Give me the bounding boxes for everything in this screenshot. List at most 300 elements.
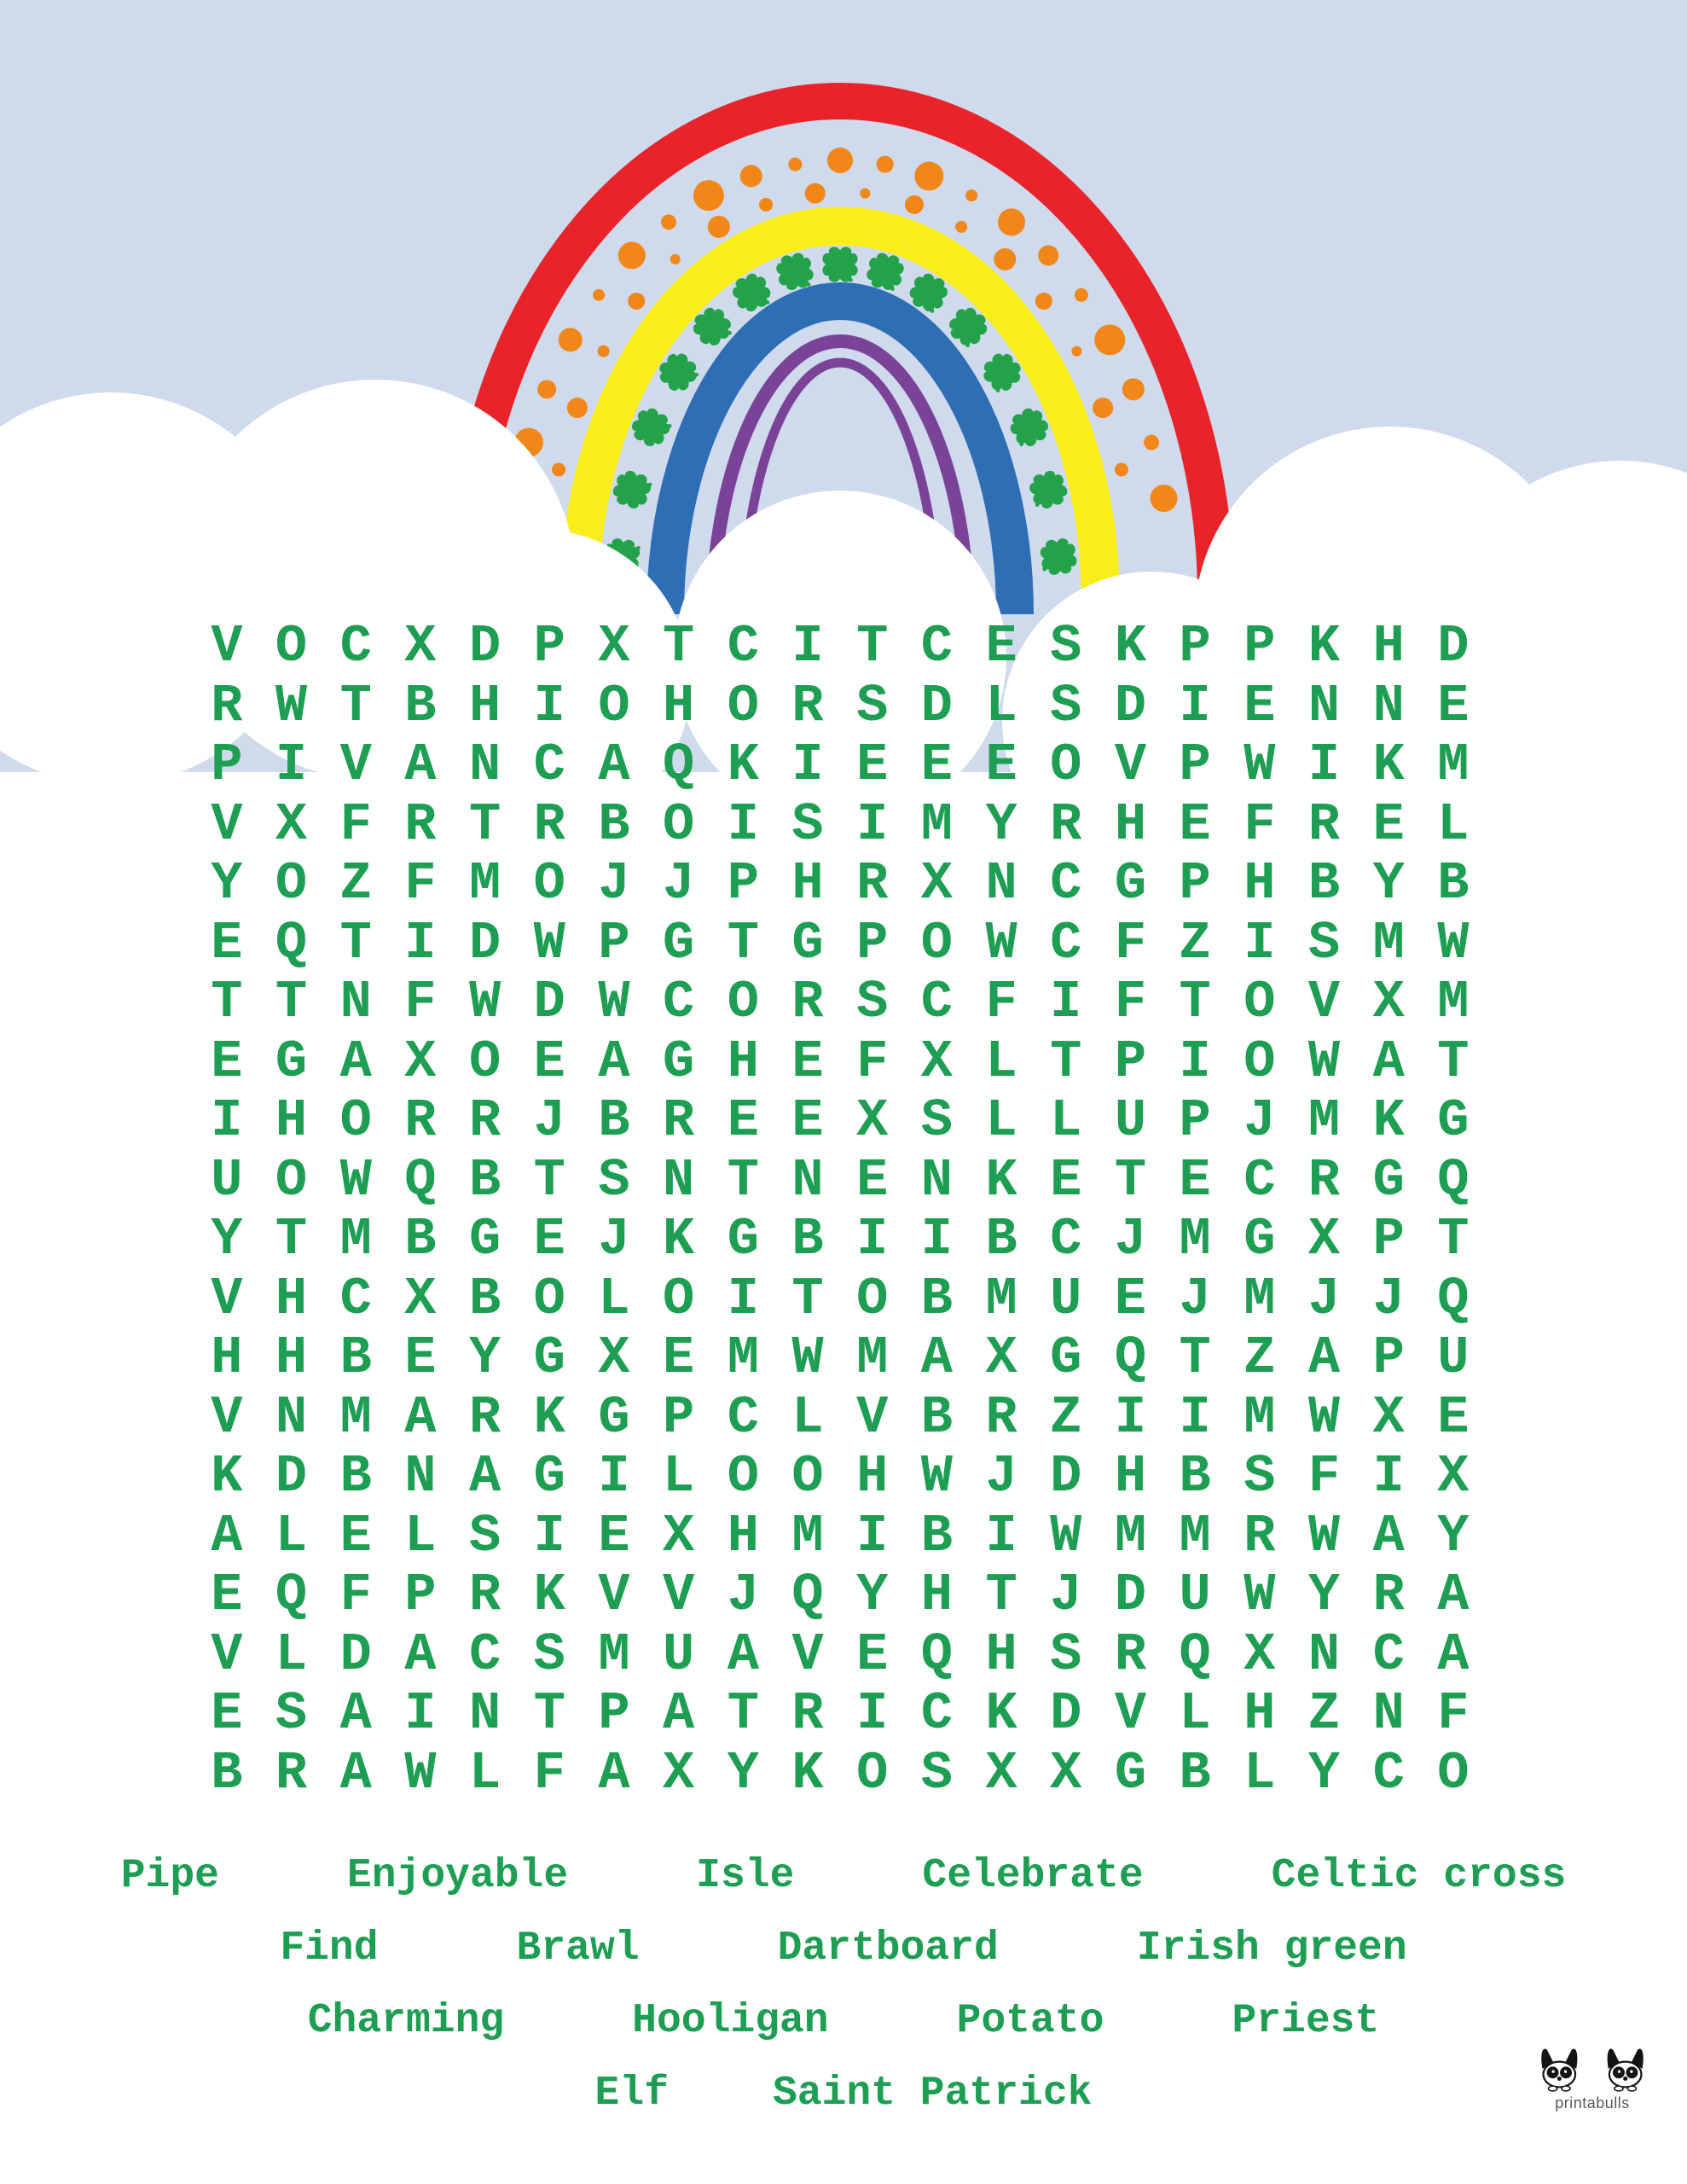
grid-cell[interactable]: K [1114,616,1147,677]
grid-cell[interactable]: E [663,1327,695,1388]
grid-cell[interactable]: B [404,1209,437,1269]
grid-cell[interactable]: B [1179,1742,1211,1804]
grid-cell[interactable]: C [920,616,954,677]
grid-cell[interactable]: H [920,1565,954,1625]
grid-cell[interactable]: V [598,1565,630,1625]
grid-cell[interactable]: J [1050,1565,1082,1625]
grid-cell[interactable]: E [533,1209,565,1269]
grid-cell[interactable]: I [856,793,889,855]
grid-cell[interactable]: D [920,675,954,736]
grid-cell[interactable]: U [1437,1327,1470,1388]
grid-cell[interactable]: M [468,853,501,914]
grid-cell[interactable]: G [533,1446,565,1507]
grid-cell[interactable]: D [468,912,501,973]
grid-cell[interactable]: U [663,1623,695,1685]
grid-cell[interactable]: B [339,1446,372,1507]
grid-cell[interactable]: R [1050,793,1082,855]
grid-cell[interactable]: S [1050,616,1082,677]
grid-cell[interactable]: W [1244,735,1276,795]
grid-cell[interactable]: P [663,1386,695,1448]
grid-cell[interactable]: M [1307,1090,1341,1151]
grid-cell[interactable]: M [1437,972,1470,1032]
grid-cell[interactable]: T [275,1209,308,1269]
grid-cell[interactable]: L [985,1090,1017,1151]
grid-cell[interactable]: H [985,1623,1017,1685]
grid-cell[interactable]: C [468,1623,501,1685]
grid-cell[interactable]: C [1050,1209,1082,1269]
grid-cell[interactable]: S [856,675,889,736]
grid-cell[interactable]: O [1050,735,1082,795]
grid-cell[interactable]: E [1179,1149,1211,1211]
grid-cell[interactable]: M [920,793,954,855]
grid-cell[interactable]: W [404,1742,437,1804]
grid-cell[interactable]: H [275,1090,308,1151]
grid-cell[interactable]: K [985,1683,1017,1744]
grid-cell[interactable]: C [1050,912,1082,973]
grid-cell[interactable]: P [1179,1090,1211,1151]
grid-cell[interactable]: Z [1179,912,1211,973]
grid-cell[interactable]: W [1307,1386,1341,1448]
grid-cell[interactable]: N [1372,675,1405,736]
grid-cell[interactable]: V [211,1268,243,1329]
grid-cell[interactable]: A [1437,1623,1470,1685]
grid-cell[interactable]: I [533,675,565,736]
grid-cell[interactable]: T [1179,972,1211,1032]
grid-cell[interactable]: G [533,1327,565,1388]
grid-cell[interactable]: T [275,972,308,1032]
grid-cell[interactable]: P [1244,616,1276,677]
grid-cell[interactable]: H [1114,1446,1147,1507]
grid-cell[interactable]: M [339,1209,372,1269]
grid-cell[interactable]: H [211,1327,243,1388]
grid-cell[interactable]: O [1244,972,1276,1032]
grid-cell[interactable]: S [275,1683,308,1744]
grid-cell[interactable]: I [985,1505,1017,1566]
word-item[interactable]: Elf [594,2070,669,2117]
grid-cell[interactable]: X [1307,1209,1341,1269]
grid-cell[interactable]: S [533,1623,565,1685]
grid-cell[interactable]: I [920,1209,954,1269]
grid-cell[interactable]: E [856,1623,889,1685]
grid-cell[interactable]: R [663,1090,695,1151]
grid-cell[interactable]: N [1372,1683,1405,1744]
grid-cell[interactable]: H [727,1505,759,1566]
grid-cell[interactable]: I [1114,1386,1147,1448]
grid-cell[interactable]: P [598,1683,630,1744]
grid-cell[interactable]: W [598,972,630,1032]
grid-cell[interactable]: W [468,972,501,1032]
grid-cell[interactable]: L [468,1742,501,1804]
grid-cell[interactable]: A [404,1386,437,1448]
grid-cell[interactable]: V [663,1565,695,1625]
grid-cell[interactable]: T [468,793,501,855]
grid-cell[interactable]: Q [275,1565,308,1625]
grid-cell[interactable]: J [663,853,695,914]
grid-cell[interactable]: X [985,1742,1017,1804]
grid-cell[interactable]: O [598,675,630,736]
grid-cell[interactable]: Y [856,1565,889,1625]
grid-cell[interactable]: W [275,675,308,736]
grid-cell[interactable]: E [791,1090,824,1151]
grid-cell[interactable]: J [1244,1090,1276,1151]
grid-cell[interactable]: Q [404,1149,437,1211]
grid-cell[interactable]: E [856,1149,889,1211]
grid-cell[interactable]: M [1244,1386,1276,1448]
grid-cell[interactable]: O [275,853,308,914]
grid-cell[interactable]: O [533,853,565,914]
grid-cell[interactable]: G [663,1031,695,1092]
word-item[interactable]: Irish green [1136,1925,1407,1972]
grid-cell[interactable]: E [1437,1386,1470,1448]
grid-cell[interactable]: Q [920,1623,954,1685]
word-item[interactable]: Find [280,1925,379,1972]
grid-cell[interactable]: J [1307,1268,1341,1329]
grid-cell[interactable]: R [985,1386,1017,1448]
grid-cell[interactable]: A [468,1446,501,1507]
grid-cell[interactable]: X [920,1031,954,1092]
grid-cell[interactable]: W [1437,912,1470,973]
grid-cell[interactable]: Y [211,1209,243,1269]
grid-cell[interactable]: N [468,1683,501,1744]
grid-cell[interactable]: N [663,1149,695,1211]
grid-cell[interactable]: O [339,1090,372,1151]
grid-cell[interactable]: E [404,1327,437,1388]
grid-cell[interactable]: Q [1179,1623,1211,1685]
grid-cell[interactable]: P [1179,616,1211,677]
grid-cell[interactable]: K [1372,735,1405,795]
grid-cell[interactable]: W [985,912,1017,973]
grid-cell[interactable]: M [856,1327,889,1388]
word-item[interactable]: Saint Patrick [772,2070,1093,2117]
grid-cell[interactable]: J [1114,1209,1147,1269]
grid-cell[interactable]: V [791,1623,824,1685]
grid-cell[interactable]: K [1307,616,1341,677]
grid-cell[interactable]: I [598,1446,630,1507]
grid-cell[interactable]: A [404,735,437,795]
word-item[interactable]: Hooligan [632,1997,829,2044]
grid-cell[interactable]: P [1114,1031,1147,1092]
grid-cell[interactable]: W [1307,1505,1341,1566]
grid-cell[interactable]: G [1372,1149,1405,1211]
grid-cell[interactable]: M [598,1623,630,1685]
grid-cell[interactable]: G [1050,1327,1082,1388]
grid-cell[interactable]: F [856,1031,889,1092]
grid-cell[interactable]: A [663,1683,695,1744]
grid-cell[interactable]: B [404,675,437,736]
grid-cell[interactable]: F [1114,972,1147,1032]
grid-cell[interactable]: K [791,1742,824,1804]
grid-cell[interactable]: C [920,972,954,1032]
grid-cell[interactable]: L [275,1623,308,1685]
grid-cell[interactable]: F [339,793,372,855]
grid-cell[interactable]: U [1179,1565,1211,1625]
grid-cell[interactable]: N [791,1149,824,1211]
grid-cell[interactable]: E [791,1031,824,1092]
grid-cell[interactable]: E [920,735,954,795]
grid-cell[interactable]: J [985,1446,1017,1507]
word-item[interactable]: Priest [1232,1997,1380,2044]
grid-cell[interactable]: G [468,1209,501,1269]
grid-cell[interactable]: X [598,616,630,677]
grid-cell[interactable]: P [856,912,889,973]
grid-cell[interactable]: V [211,793,243,855]
word-item[interactable]: Pipe [120,1852,219,1899]
grid-cell[interactable]: O [856,1268,889,1329]
grid-cell[interactable]: G [1437,1090,1470,1151]
grid-cell[interactable]: R [404,1090,437,1151]
grid-cell[interactable]: L [1050,1090,1082,1151]
grid-cell[interactable]: M [1372,912,1405,973]
grid-cell[interactable]: A [727,1623,759,1685]
grid-cell[interactable]: B [791,1209,824,1269]
grid-cell[interactable]: A [1372,1031,1405,1092]
grid-cell[interactable]: R [791,1683,824,1744]
grid-cell[interactable]: H [1244,853,1276,914]
grid-cell[interactable]: X [404,1268,437,1329]
grid-cell[interactable]: D [1114,1565,1147,1625]
grid-cell[interactable]: N [468,735,501,795]
grid-cell[interactable]: Z [1307,1683,1341,1744]
grid-cell[interactable]: Y [727,1742,759,1804]
grid-cell[interactable]: E [1372,793,1405,855]
grid-cell[interactable]: G [1114,1742,1147,1804]
grid-cell[interactable]: B [920,1386,954,1448]
grid-cell[interactable]: I [404,1683,437,1744]
grid-cell[interactable]: V [1114,735,1147,795]
grid-cell[interactable]: U [1114,1090,1147,1151]
grid-cell[interactable]: H [275,1327,308,1388]
grid-cell[interactable]: N [1307,1623,1341,1685]
grid-cell[interactable]: B [1437,853,1470,914]
grid-cell[interactable]: M [1437,735,1470,795]
grid-cell[interactable]: S [920,1090,954,1151]
grid-cell[interactable]: U [211,1149,243,1211]
grid-cell[interactable]: D [468,616,501,677]
grid-cell[interactable]: A [339,1742,372,1804]
word-item[interactable]: Potato [956,1997,1104,2044]
grid-cell[interactable]: T [663,616,695,677]
grid-cell[interactable]: L [598,1268,630,1329]
grid-cell[interactable]: E [598,1505,630,1566]
grid-cell[interactable]: G [1244,1209,1276,1269]
grid-cell[interactable]: I [856,1209,889,1269]
grid-cell[interactable]: J [533,1090,565,1151]
grid-cell[interactable]: T [1437,1209,1470,1269]
grid-cell[interactable]: S [1244,1446,1276,1507]
grid-cell[interactable]: X [1050,1742,1082,1804]
grid-cell[interactable]: L [791,1386,824,1448]
grid-cell[interactable]: T [1050,1031,1082,1092]
grid-cell[interactable]: E [1179,793,1211,855]
grid-cell[interactable]: S [1050,675,1082,736]
grid-cell[interactable]: O [663,1268,695,1329]
grid-cell[interactable]: P [533,616,565,677]
grid-cell[interactable]: E [533,1031,565,1092]
grid-cell[interactable]: Q [1437,1149,1470,1211]
grid-cell[interactable]: E [211,1031,243,1092]
grid-cell[interactable]: P [727,853,759,914]
grid-cell[interactable]: C [1372,1623,1405,1685]
grid-cell[interactable]: B [468,1268,501,1329]
grid-cell[interactable]: L [663,1446,695,1507]
grid-cell[interactable]: X [1244,1623,1276,1685]
grid-cell[interactable]: I [1179,675,1211,736]
grid-cell[interactable]: G [727,1209,759,1269]
grid-cell[interactable]: R [468,1386,501,1448]
grid-cell[interactable]: B [985,1209,1017,1269]
grid-cell[interactable]: X [663,1742,695,1804]
word-item[interactable]: Charming [307,1997,505,2044]
grid-cell[interactable]: I [404,912,437,973]
grid-cell[interactable]: F [1437,1683,1470,1744]
grid-cell[interactable]: N [920,1149,954,1211]
grid-cell[interactable]: I [727,1268,759,1329]
grid-cell[interactable]: A [404,1623,437,1685]
grid-cell[interactable]: W [1307,1031,1341,1092]
grid-cell[interactable]: I [791,735,824,795]
grid-cell[interactable]: P [1179,853,1211,914]
grid-cell[interactable]: D [1050,1446,1082,1507]
grid-cell[interactable]: C [1372,1742,1405,1804]
grid-cell[interactable]: O [468,1031,501,1092]
grid-cell[interactable]: M [727,1327,759,1388]
grid-cell[interactable]: R [791,675,824,736]
grid-cell[interactable]: I [275,735,308,795]
grid-cell[interactable]: E [856,735,889,795]
grid-cell[interactable]: T [791,1268,824,1329]
grid-cell[interactable]: K [727,735,759,795]
grid-cell[interactable]: P [1372,1327,1405,1388]
grid-cell[interactable]: V [1307,972,1341,1032]
grid-cell[interactable]: F [1307,1446,1341,1507]
grid-cell[interactable]: R [791,972,824,1032]
grid-cell[interactable]: P [598,912,630,973]
grid-cell[interactable]: C [663,972,695,1032]
grid-cell[interactable]: A [339,1683,372,1744]
grid-cell[interactable]: U [1050,1268,1082,1329]
grid-cell[interactable]: R [533,793,565,855]
grid-cell[interactable]: B [339,1327,372,1388]
grid-cell[interactable]: P [1372,1209,1405,1269]
grid-cell[interactable]: P [1179,735,1211,795]
grid-cell[interactable]: I [1372,1446,1405,1507]
grid-cell[interactable]: R [1244,1505,1276,1566]
grid-cell[interactable]: N [985,853,1017,914]
grid-cell[interactable]: F [404,853,437,914]
grid-cell[interactable]: G [663,912,695,973]
grid-cell[interactable]: K [533,1386,565,1448]
grid-cell[interactable]: H [727,1031,759,1092]
grid-cell[interactable]: L [985,675,1017,736]
grid-cell[interactable]: V [211,1623,243,1685]
grid-cell[interactable]: T [727,1149,759,1211]
grid-cell[interactable]: R [468,1090,501,1151]
grid-cell[interactable]: T [211,972,243,1032]
grid-cell[interactable]: I [1050,972,1082,1032]
grid-cell[interactable]: Q [663,735,695,795]
grid-cell[interactable]: S [598,1149,630,1211]
grid-cell[interactable]: L [275,1505,308,1566]
word-item[interactable]: Brawl [516,1925,640,1972]
grid-cell[interactable]: W [339,1149,372,1211]
grid-cell[interactable]: R [1307,793,1341,855]
grid-cell[interactable]: O [791,1446,824,1507]
grid-cell[interactable]: E [339,1505,372,1566]
grid-cell[interactable]: O [275,616,308,677]
grid-cell[interactable]: B [468,1149,501,1211]
grid-cell[interactable]: B [598,793,630,855]
grid-cell[interactable]: E [1114,1268,1147,1329]
grid-cell[interactable]: N [1307,675,1341,736]
grid-cell[interactable]: M [1114,1505,1147,1566]
grid-cell[interactable]: F [533,1742,565,1804]
grid-cell[interactable]: R [856,853,889,914]
grid-cell[interactable]: W [1244,1565,1276,1625]
grid-cell[interactable]: I [856,1683,889,1744]
grid-cell[interactable]: X [598,1327,630,1388]
grid-cell[interactable]: L [1244,1742,1276,1804]
grid-cell[interactable]: A [211,1505,243,1566]
grid-cell[interactable]: B [211,1742,243,1804]
grid-cell[interactable]: M [1244,1268,1276,1329]
grid-cell[interactable]: W [791,1327,824,1388]
grid-cell[interactable]: H [1372,616,1405,677]
grid-cell[interactable]: N [404,1446,437,1507]
grid-cell[interactable]: T [1179,1327,1211,1388]
word-item[interactable]: Celebrate [922,1852,1144,1899]
grid-cell[interactable]: I [533,1505,565,1566]
grid-cell[interactable]: I [727,793,759,855]
grid-cell[interactable]: P [404,1565,437,1625]
grid-cell[interactable]: O [1244,1031,1276,1092]
grid-cell[interactable]: T [1114,1149,1147,1211]
grid-cell[interactable]: Y [1307,1565,1341,1625]
grid-cell[interactable]: A [598,1742,630,1804]
word-item[interactable]: Enjoyable [346,1852,569,1899]
grid-cell[interactable]: D [1437,616,1470,677]
grid-cell[interactable]: I [1179,1031,1211,1092]
grid-cell[interactable]: L [1437,793,1470,855]
grid-cell[interactable]: N [339,972,372,1032]
grid-cell[interactable]: M [985,1268,1017,1329]
grid-cell[interactable]: J [598,853,630,914]
grid-cell[interactable]: O [920,912,954,973]
grid-cell[interactable]: M [1179,1209,1211,1269]
grid-cell[interactable]: I [211,1090,243,1151]
grid-cell[interactable]: T [533,1683,565,1744]
grid-cell[interactable]: W [533,912,565,973]
grid-cell[interactable]: B [1307,853,1341,914]
grid-cell[interactable]: T [985,1565,1017,1625]
grid-cell[interactable]: I [1307,735,1341,795]
grid-cell[interactable]: F [404,972,437,1032]
grid-cell[interactable]: Y [985,793,1017,855]
grid-cell[interactable]: C [339,616,372,677]
grid-cell[interactable]: A [339,1031,372,1092]
grid-cell[interactable]: A [598,1031,630,1092]
grid-cell[interactable]: S [920,1742,954,1804]
grid-cell[interactable]: G [1114,853,1147,914]
grid-cell[interactable]: I [791,616,824,677]
grid-cell[interactable]: X [1372,972,1405,1032]
grid-cell[interactable]: J [1179,1268,1211,1329]
grid-cell[interactable]: R [211,675,243,736]
grid-cell[interactable]: O [727,1446,759,1507]
grid-cell[interactable]: L [404,1505,437,1566]
grid-cell[interactable]: X [1437,1446,1470,1507]
grid-cell[interactable]: X [404,616,437,677]
word-item[interactable]: Celtic cross [1271,1852,1567,1899]
